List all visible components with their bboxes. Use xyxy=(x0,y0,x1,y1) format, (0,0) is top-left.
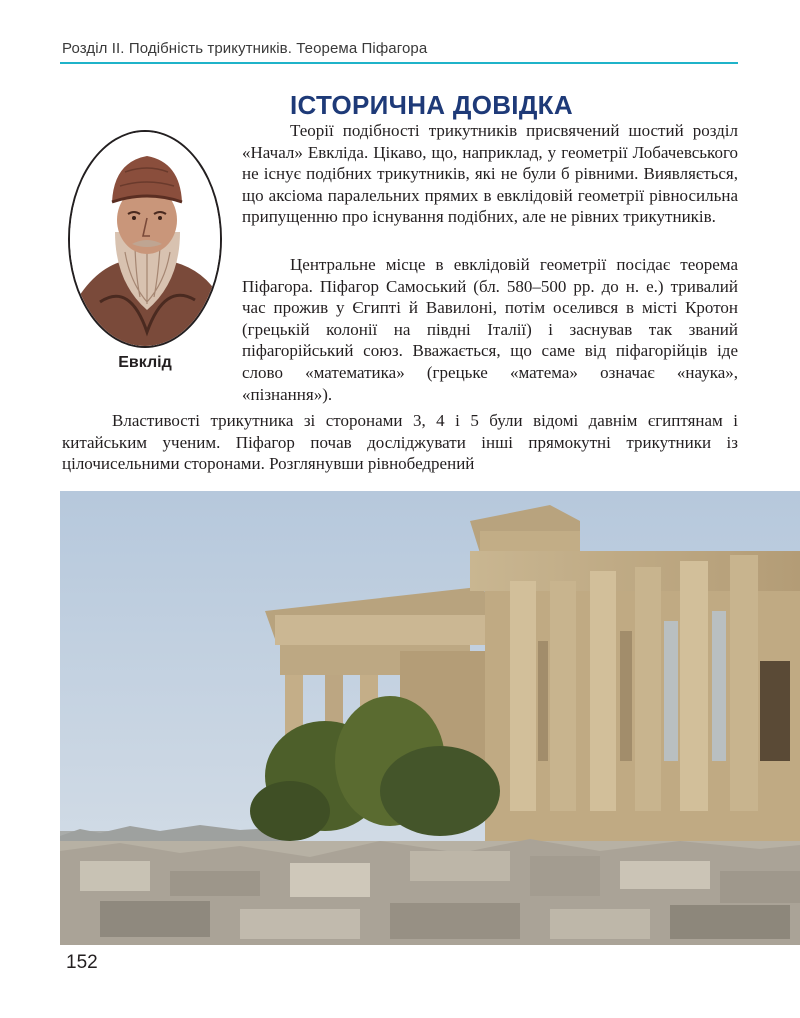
page-number: 152 xyxy=(66,952,98,973)
temple-photo xyxy=(60,491,800,945)
running-header: Розділ II. Подібність трикутників. Теорема Піфагора xyxy=(62,40,428,57)
section-title: ІСТОРИЧНА ДОВІДКА xyxy=(290,90,573,120)
euclid-portrait-icon xyxy=(70,132,222,348)
paragraph-triangle-3-4-5: Властивості трикутника зі сторонами 3, 4 і 5 були відомі давнім єгиптянам і китайським ученим. Піфагор почав досліджувати інші прямокутні трикутники із цілочисельними сторонами. Розглянувши рівнобедрений xyxy=(62,411,738,474)
paragraph-pythagoras-biography: Центральне місце в евклідовій геометрії посідає теорема Піфагора. Піфагор Самоський (бл. 580–500 рр. до н. е.) тривалий час прожив у Єгипті й Вавилоні, потім оселився в місті Кротон (грецькій колонії на півдні Італії) і заснував так званий піфагорійський союз. Вважається, що саме від піфагорійців іде слово «математика» (грецьке «матема» означає «наука», «пізнання»). xyxy=(242,255,738,404)
ancient-temple-ruins-photo-icon xyxy=(60,491,800,945)
portrait-caption: Евклід xyxy=(118,354,172,371)
paragraph-euclid-similarity: Теорії подібності трикутників присвячений шостий розділ «Начал» Евкліда. Цікаво, що, наприклад, у геометрії Лобачевського не існує подібних трикутників, які не були б рівними. Виявляється, що аксіома паралельних прямих в евклідовій геометрії рівносильна припущенню про існування подібних, але не рівних трикутників. xyxy=(242,121,738,227)
header-divider xyxy=(60,62,738,64)
portrait-frame xyxy=(68,130,222,348)
